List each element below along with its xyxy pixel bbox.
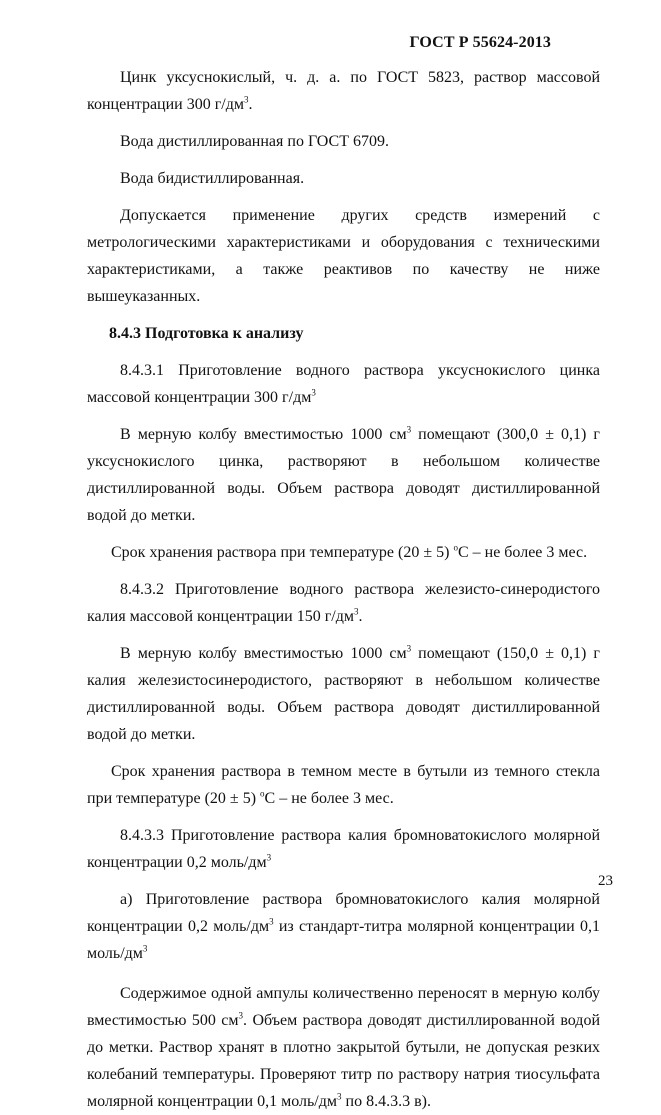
storage-potassium-ferrocyanide: Срок хранения раствора в темном месте в бутыли из темного стекла при температуре (20 ± 5) $^o$С – не более 3 мес.	[87, 763, 600, 807]
ampoule-procedure: Содержимое одной ампулы количественно переносят в мерную колбу вместимостью 500 $см^3$. Объем раствора доводят дистиллированной водой до метки. Раствор хранят в плотно закрытой бутыли, не допуская резких колебаний температуры. Проверяют титр по раствору натрия тиосульфата молярной концентрации 0,1 моль/$дм^3$ по 8.4.3.3 в).	[87, 985, 601, 1110]
reagent-distilled-water: Вода дистиллированная по ГОСТ 6709.	[120, 133, 389, 150]
subsection-8-4-3-1: 8.4.3.1 Приготовление водного раствора уксуснокислого цинка массовой концентрации 300 $г/дм^3$	[87, 362, 600, 406]
superscript-cube: 3	[142, 943, 148, 954]
reagent-zinc-acetate: Цинк уксуснокислый, ч. д. а. по ГОСТ 5823, раствор массовой концентрации 300 $г/дм^3$.	[87, 69, 600, 113]
superscript-cube: 3	[406, 424, 412, 435]
section-heading-8-4-3: 8.4.3 Подготовка к анализу	[109, 325, 304, 342]
substitution-note: Допускается применение других средств измерений с метрологическими характеристиками и оборудования с техническими характеристиками, а также реактивов по качеству не ниже вышеуказанных.	[87, 207, 600, 305]
superscript-cube: 3	[244, 94, 249, 105]
procedure-zinc-acetate: В мерную колбу вместимостью 1000 $см^3$ помещают (300,0 ± 0,1) г уксуснокислого цинка, растворяют в небольшом количестве дистиллированной воды. Объем раствора доводят дистиллированной водой до метки.	[87, 424, 600, 524]
superscript-cube: 3	[266, 852, 272, 863]
superscript-cube: 3	[354, 606, 359, 617]
superscript-cube: 3	[406, 643, 412, 654]
page-body	[87, 64, 600, 1115]
procedure-potassium-ferrocyanide: В мерную колбу вместимостью 1000 $см^3$ помещают (150,0 ± 0,1) г калия железистосинеродистого, растворяют в небольшом количестве дистиллированной воды. Объем раствора доводят дистиллированной водой до метки.	[87, 643, 600, 743]
superscript-degree: o	[453, 542, 458, 553]
document-standard-header: ГОСТ Р 55624-2013	[409, 34, 551, 51]
subsection-8-4-3-3: 8.4.3.3 Приготовление раствора калия бромноватокислого молярной концентрации 0,2 моль/$дм^3$	[87, 827, 600, 871]
superscript-cube: 3	[269, 916, 274, 927]
item-a-standard-titre: а) Приготовление раствора бромноватокислого калия молярной концентрации 0,2 моль/$дм^3$ из стандарт-титра молярной концентрации 0,1 моль/$дм^3$	[87, 891, 600, 962]
page-number: 23	[598, 873, 613, 889]
superscript-degree: o	[260, 788, 265, 799]
storage-zinc-acetate: Срок хранения раствора при температуре (20 ± 5) $^o$С – не более 3 мес.	[111, 542, 588, 561]
superscript-cube: 3	[337, 1091, 342, 1102]
subsection-8-4-3-2: 8.4.3.2 Приготовление водного раствора железисто-синеродистого калия массовой концентрации 150 $г/дм^3$.	[87, 581, 600, 625]
reagent-bidistilled-water: Вода бидистиллированная.	[120, 170, 305, 187]
superscript-cube: 3	[238, 1010, 244, 1021]
superscript-cube: 3	[311, 387, 316, 398]
